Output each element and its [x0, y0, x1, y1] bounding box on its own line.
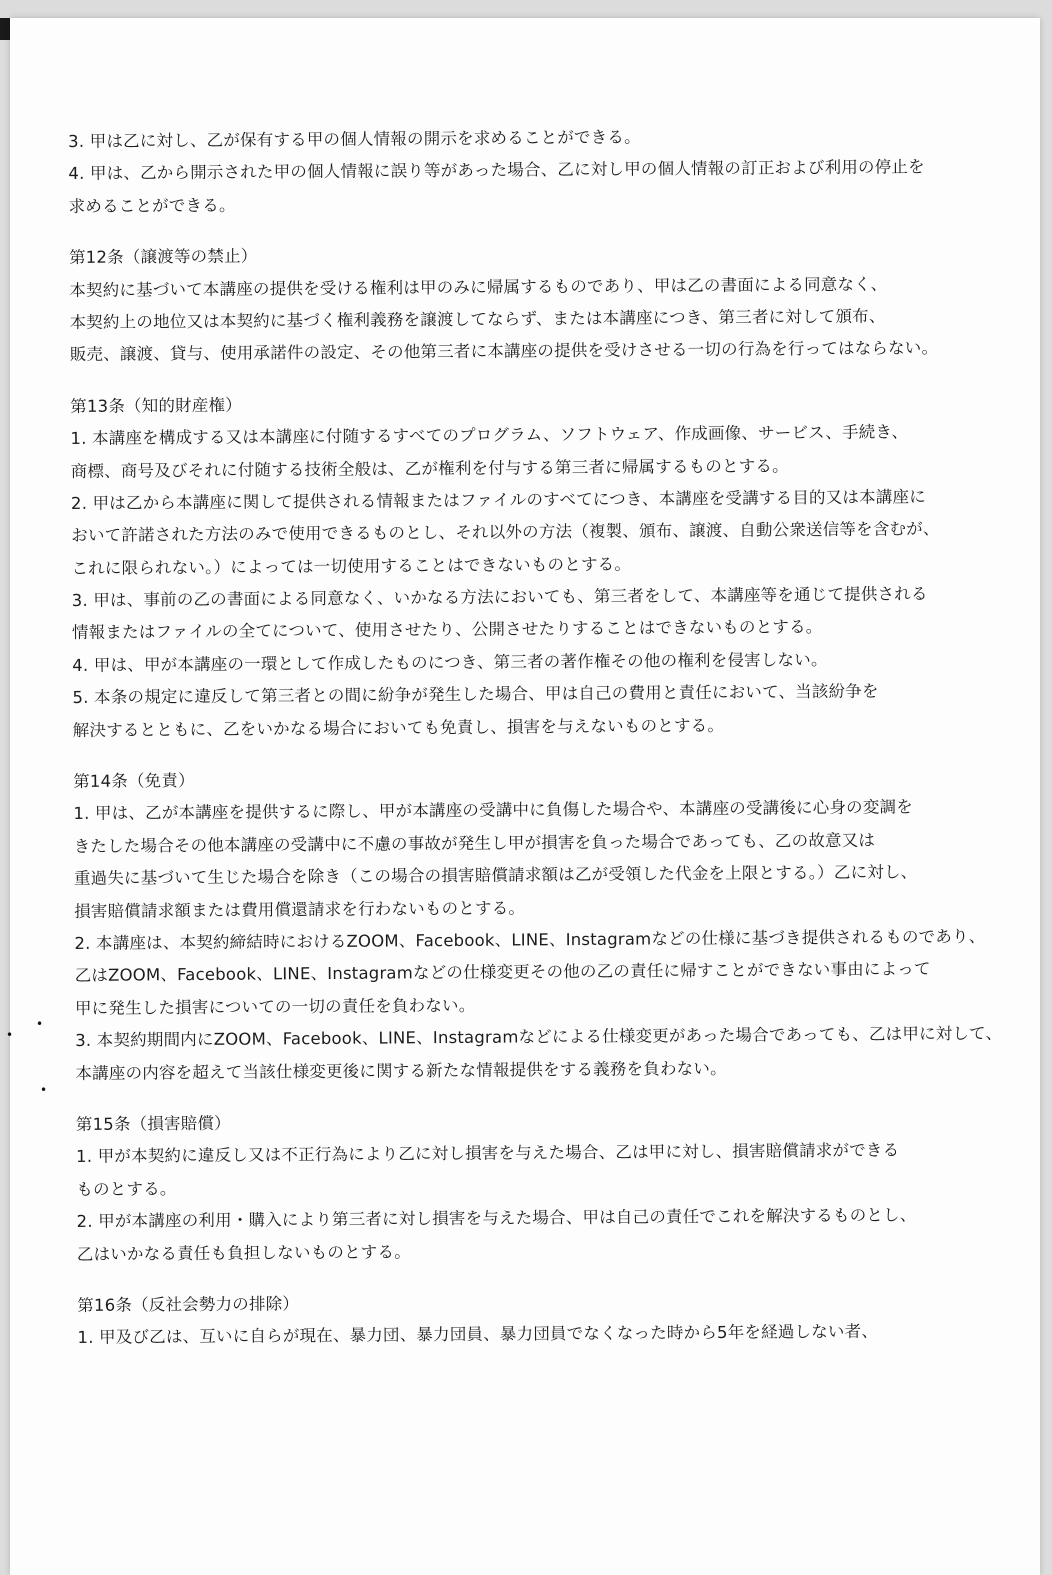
text-line: 2. 本講座は、本契約締結時におけるZOOM、Facebook、LINE、Instagramなどの仕様に基づき提供されるものであり、: [74, 926, 986, 953]
article-heading: 第12条（譲渡等の禁止）: [68, 246, 258, 268]
article-heading: 第13条（知的財産権）: [70, 395, 242, 416]
text-line: 2. 甲が本講座の利用・購入により第三者に対し損害を与えた場合、甲は自己の責任でこれを解決するものとし、: [76, 1205, 917, 1232]
text-line: 3. 甲は乙に対し、乙が保有する甲の個人情報の開示を求めることができる。: [68, 127, 641, 151]
text-line: 5. 本条の規定に違反して第三者との間に紛争が発生した場合、甲は自己の費用と責任において、当該紛争を: [72, 681, 879, 708]
text-line: 4. 甲は、乙から開示された甲の個人情報に誤り等があった場合、乙に対し甲の個人情報の訂正および利用の停止を: [68, 157, 925, 184]
text-line: 甲に発生した損害についての一切の責任を負わない。: [74, 995, 476, 1018]
text-line: 本講座の内容を超えて当該仕様変更後に関する新たな情報提供をする義務を負わない。: [75, 1058, 727, 1083]
text-line: ものとする。: [76, 1178, 177, 1199]
text-line: 1. 甲及び乙は、互いに自らが現在、暴力団、暴力団員、暴力団員でなくなった時から5年を経過しない者、: [77, 1321, 879, 1348]
stray-dot-mark: •: [6, 1028, 14, 1042]
document-body: [68, 119, 1008, 1355]
text-line: おいて許諾された方法のみで使用できるものとし、それ以外の方法（複製、頒布、譲渡、自動公衆送信等を含むが、: [71, 519, 940, 546]
text-line: 2. 甲は乙から本講座に関して提供される情報またはファイルのすべてにつき、本講座を受講する目的又は本講座に: [70, 487, 926, 513]
text-line: 損害賠償請求額または費用償還請求を行わないものとする。: [74, 898, 526, 921]
text-line: 情報またはファイルの全てについて、使用させたり、公開させたりすることはできないものとする。: [71, 617, 823, 643]
text-line: 解決するとともに、乙をいかなる場合においても免責し、損害を与えないものとする。: [72, 715, 725, 740]
text-line: 重過失に基づいて生じた場合を除き（この場合の損害賠償請求額は乙が受領した代金を上限とする。）乙に対し、: [73, 862, 918, 889]
text-line: 求めることができる。: [68, 195, 236, 216]
article-heading: 第15条（損害賠償）: [75, 1113, 231, 1134]
text-line: 乙はいかなる責任も負担しないものとする。: [76, 1241, 411, 1264]
stray-dot-mark: •: [36, 1017, 44, 1031]
text-line: 販売、譲渡、貸与、使用承諾件の設定、その他第三者に本講座の提供を受けさせる一切の行為を行ってはならない。: [69, 338, 939, 365]
text-line: 1. 甲が本契約に違反し又は不正行為により乙に対し損害を与えた場合、乙は甲に対し、損害賠償請求ができる: [76, 1140, 900, 1167]
text-line: 本契約に基づいて本講座の提供を受ける権利は甲のみに帰属するものであり、甲は乙の書面による同意なく、: [69, 274, 888, 300]
text-line: 3. 本契約期間内にZOOM、Facebook、LINE、Instagramなどによる仕様変更があった場合であっても、乙は甲に対して、: [75, 1023, 1003, 1051]
text-line: 1. 甲は、乙が本講座を提供するに際し、甲が本講座の受講中に負傷した場合や、本講座の受講後に心身の変調を: [73, 797, 914, 824]
text-line: 商標、商号及びそれに付随する技術全般は、乙が権利を付与する第三者に帰属するものとする。: [70, 455, 789, 481]
article-heading: 第16条（反社会勢力の排除）: [77, 1294, 300, 1315]
text-line: 本契約上の地位又は本契約に基づく権利義務を譲渡してならず、または本講座につき、第三者に対して頒布、: [69, 306, 886, 332]
stray-dot-mark: •: [40, 1083, 48, 1097]
text-line: 乙はZOOM、Facebook、LINE、Instagramなどの仕様変更その他の乙の責任に帰すことができない事由によって: [74, 959, 931, 986]
text-line: これに限られない。）によっては一切使用することはできないものとする。: [71, 554, 632, 578]
document-page: [10, 18, 1040, 1575]
text-line: 3. 甲は、事前の乙の書面による同意なく、いかなる方法においても、第三者をして、本講座等を通じて提供される: [71, 584, 928, 611]
text-line: 4. 甲は、甲が本講座の一環として作成したものにつき、第三者の著作権その他の権利を侵害しない。: [72, 649, 828, 675]
scan-edge-mark-left: [0, 18, 10, 40]
text-line: 1. 本講座を構成する又は本講座に付随するすべてのプログラム、ソフトウェア、作成画像、サービス、手続き、: [70, 422, 909, 449]
article-heading: 第14条（免責）: [73, 771, 195, 792]
text-line: きたした場合その他本講座の受講中に不慮の事故が発生し甲が損害を負った場合であっても、乙の故意又は: [73, 830, 876, 856]
